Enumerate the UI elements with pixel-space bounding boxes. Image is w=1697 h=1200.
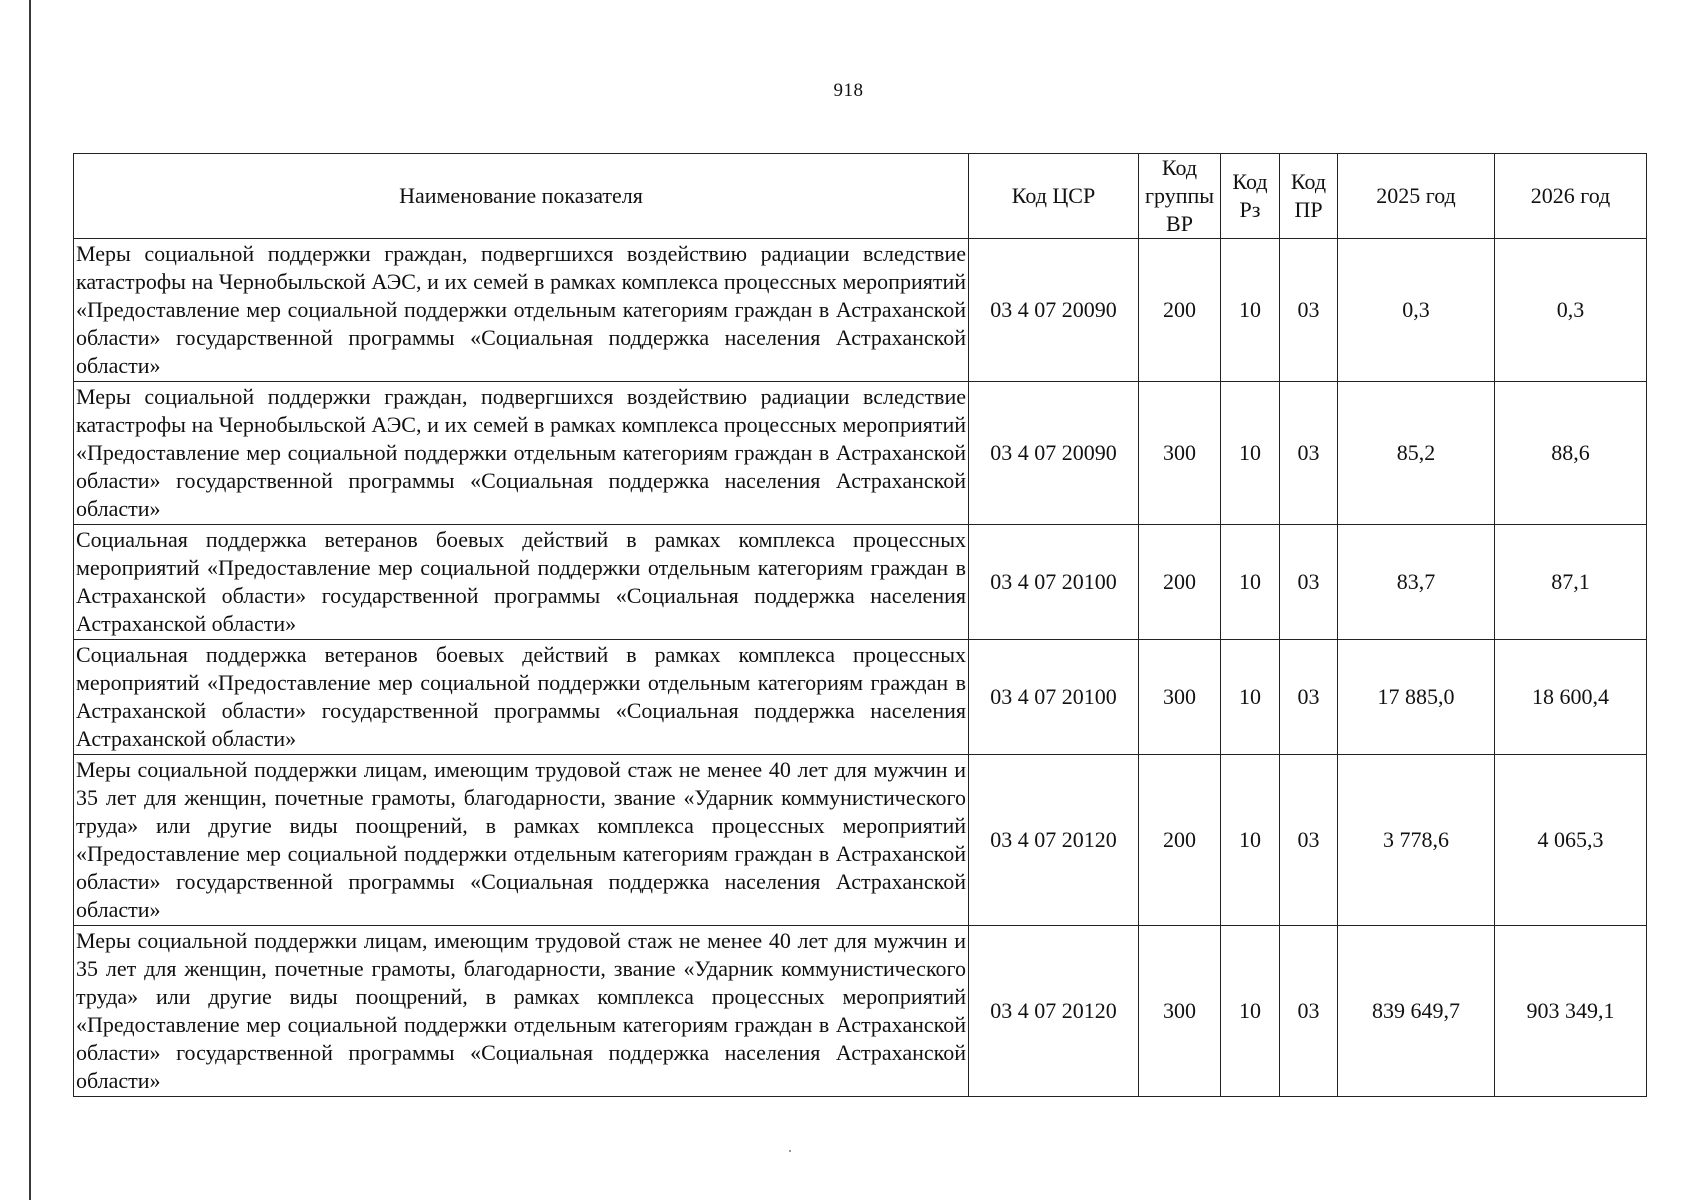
row-csr: 03 4 07 20090 (969, 239, 1139, 382)
row-2026: 18 600,4 (1495, 640, 1647, 755)
row-csr: 03 4 07 20100 (969, 525, 1139, 640)
row-2026: 87,1 (1495, 525, 1647, 640)
row-rz: 10 (1221, 640, 1280, 755)
row-rz: 10 (1221, 755, 1280, 926)
row-pr: 03 (1280, 640, 1338, 755)
row-csr: 03 4 07 20090 (969, 382, 1139, 525)
table-row (74, 926, 1647, 1097)
row-2026: 903 349,1 (1495, 926, 1647, 1097)
row-2026: 4 065,3 (1495, 755, 1647, 926)
row-name: Меры социальной поддержки лицам, имеющим трудовой стаж не менее 40 лет для мужчин и 35 лет для женщин, почетные грамоты, благодарности, звание «Ударник коммунистического труда» или другие виды поощрений, в рамках комплекса процессных мероприятий «Предоставление мер социальной поддержки отдельным категориям граждан в Астраханской области» государственной программы «Социальная поддержка населения Астраханской области» (74, 926, 969, 1097)
row-name: Социальная поддержка ветеранов боевых действий в рамках комплекса процессных мероприятий «Предоставление мер социальной поддержки отдельным категориям граждан в Астраханской области» государственной программы «Социальная поддержка населения Астраханской области» (74, 525, 969, 640)
table-row (74, 755, 1647, 926)
row-rz: 10 (1221, 382, 1280, 525)
row-vr: 200 (1139, 525, 1221, 640)
header-2026: 2026 год (1495, 154, 1647, 239)
row-csr: 03 4 07 20100 (969, 640, 1139, 755)
row-name: Меры социальной поддержки лицам, имеющим трудовой стаж не менее 40 лет для мужчин и 35 лет для женщин, почетные грамоты, благодарности, звание «Ударник коммунистического труда» или другие виды поощрений, в рамках комплекса процессных мероприятий «Предоставление мер социальной поддержки отдельным категориям граждан в Астраханской области» государственной программы «Социальная поддержка населения Астраханской области» (74, 755, 969, 926)
row-vr: 200 (1139, 239, 1221, 382)
row-2025: 85,2 (1338, 382, 1495, 525)
row-2025: 0,3 (1338, 239, 1495, 382)
header-2025: 2025 год (1338, 154, 1495, 239)
row-pr: 03 (1280, 382, 1338, 525)
header-rz: Код Рз (1221, 154, 1280, 239)
row-2026: 0,3 (1495, 239, 1647, 382)
header-pr: Код ПР (1280, 154, 1338, 239)
row-pr: 03 (1280, 239, 1338, 382)
row-rz: 10 (1221, 525, 1280, 640)
row-vr: 300 (1139, 382, 1221, 525)
header-name: Наименование показателя (74, 154, 969, 239)
row-vr: 300 (1139, 926, 1221, 1097)
row-2025: 3 778,6 (1338, 755, 1495, 926)
row-2026: 88,6 (1495, 382, 1647, 525)
row-csr: 03 4 07 20120 (969, 755, 1139, 926)
row-pr: 03 (1280, 755, 1338, 926)
table-header-row (74, 154, 1647, 239)
header-csr: Код ЦСР (969, 154, 1139, 239)
scan-speck (789, 1150, 791, 1152)
table-row (74, 239, 1647, 382)
header-vr: Код группы ВР (1139, 154, 1221, 239)
row-vr: 200 (1139, 755, 1221, 926)
row-name: Социальная поддержка ветеранов боевых действий в рамках комплекса процессных мероприятий «Предоставление мер социальной поддержки отдельным категориям граждан в Астраханской области» государственной программы «Социальная поддержка населения Астраханской области» (74, 640, 969, 755)
page-edge-rule (29, 0, 31, 1200)
row-vr: 300 (1139, 640, 1221, 755)
row-name: Меры социальной поддержки граждан, подвергшихся воздействию радиации вследствие катастрофы на Чернобыльской АЭС, и их семей в рамках комплекса процессных мероприятий «Предоставление мер социальной поддержки отдельным категориям граждан в Астраханской области» государственной программы «Социальная поддержка населения Астраханской области» (74, 239, 969, 382)
row-pr: 03 (1280, 525, 1338, 640)
row-2025: 83,7 (1338, 525, 1495, 640)
row-rz: 10 (1221, 239, 1280, 382)
row-rz: 10 (1221, 926, 1280, 1097)
page-number: 918 (833, 80, 864, 101)
table-row (74, 640, 1647, 755)
budget-table (73, 153, 1647, 1097)
row-2025: 17 885,0 (1338, 640, 1495, 755)
row-csr: 03 4 07 20120 (969, 926, 1139, 1097)
row-2025: 839 649,7 (1338, 926, 1495, 1097)
table-row (74, 525, 1647, 640)
row-pr: 03 (1280, 926, 1338, 1097)
row-name: Меры социальной поддержки граждан, подвергшихся воздействию радиации вследствие катастрофы на Чернобыльской АЭС, и их семей в рамках комплекса процессных мероприятий «Предоставление мер социальной поддержки отдельным категориям граждан в Астраханской области» государственной программы «Социальная поддержка населения Астраханской области» (74, 382, 969, 525)
table-row (74, 382, 1647, 525)
